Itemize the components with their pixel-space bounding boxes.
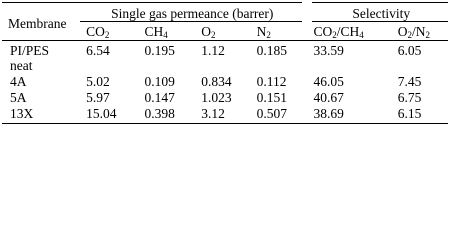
- group-header-row: [2, 3, 448, 22]
- membrane-cell: 13X: [2, 105, 80, 124]
- n2-cell: 0.185: [256, 43, 287, 58]
- co2-ch4-cell: 46.05: [313, 74, 344, 89]
- table-row: [2, 73, 448, 89]
- co2-ch4-cell: 40.67: [313, 90, 344, 105]
- table-body: [2, 41, 448, 124]
- ch4-cell: 0.195: [144, 43, 175, 58]
- ch4-cell: 0.147: [144, 90, 175, 105]
- co2-ch4-cell: 38.69: [307, 105, 391, 124]
- membrane-cell: 5A: [10, 90, 27, 105]
- permeance-selectivity-table: [2, 2, 448, 124]
- table-row: [2, 89, 448, 105]
- permeance-group-header: Single gas permeance (barrer): [80, 3, 307, 22]
- co2-cell: 15.04: [80, 105, 138, 124]
- selectivity-group-header: Selectivity: [307, 3, 448, 22]
- o2-n2-selectivity-header: $O_2/N_2$: [392, 22, 448, 41]
- membrane-column-header: Membrane: [2, 3, 80, 41]
- co2-cell: 5.02: [86, 74, 110, 89]
- table-row: [2, 41, 448, 74]
- ch4-cell: 0.398: [138, 105, 195, 124]
- co2-ch4-selectivity-header: $CO_2/CH_4$: [307, 22, 391, 41]
- membrane-cell: 4A: [10, 74, 27, 89]
- membrane-cell: PI/PES neat: [10, 43, 50, 73]
- n2-cell: 0.112: [256, 74, 287, 89]
- o2-column-header: $O_2$: [195, 22, 250, 41]
- o2-n2-cell: 6.15: [392, 105, 448, 124]
- o2-cell: 1.023: [201, 90, 232, 105]
- co2-ch4-cell: 33.59: [313, 43, 344, 58]
- permeance-table-container: [2, 2, 450, 136]
- n2-cell: 0.151: [256, 90, 287, 105]
- o2-cell: 1.12: [201, 43, 225, 58]
- n2-column-header: $N_2$: [251, 22, 308, 41]
- table-row: [2, 105, 448, 124]
- o2-n2-cell: 6.75: [397, 90, 422, 105]
- o2-n2-cell: 6.05: [397, 43, 422, 58]
- o2-n2-cell: 7.45: [397, 74, 422, 89]
- co2-cell: 6.54: [86, 43, 110, 58]
- ch4-column-header: $CH_4$: [138, 22, 195, 41]
- co2-cell: 5.97: [86, 90, 110, 105]
- o2-cell: 3.12: [195, 105, 250, 124]
- n2-cell: 0.507: [251, 105, 308, 124]
- co2-column-header: $CO_2$: [80, 22, 138, 41]
- table-header: [2, 3, 448, 41]
- o2-cell: 0.834: [201, 74, 232, 89]
- ch4-cell: 0.109: [144, 74, 175, 89]
